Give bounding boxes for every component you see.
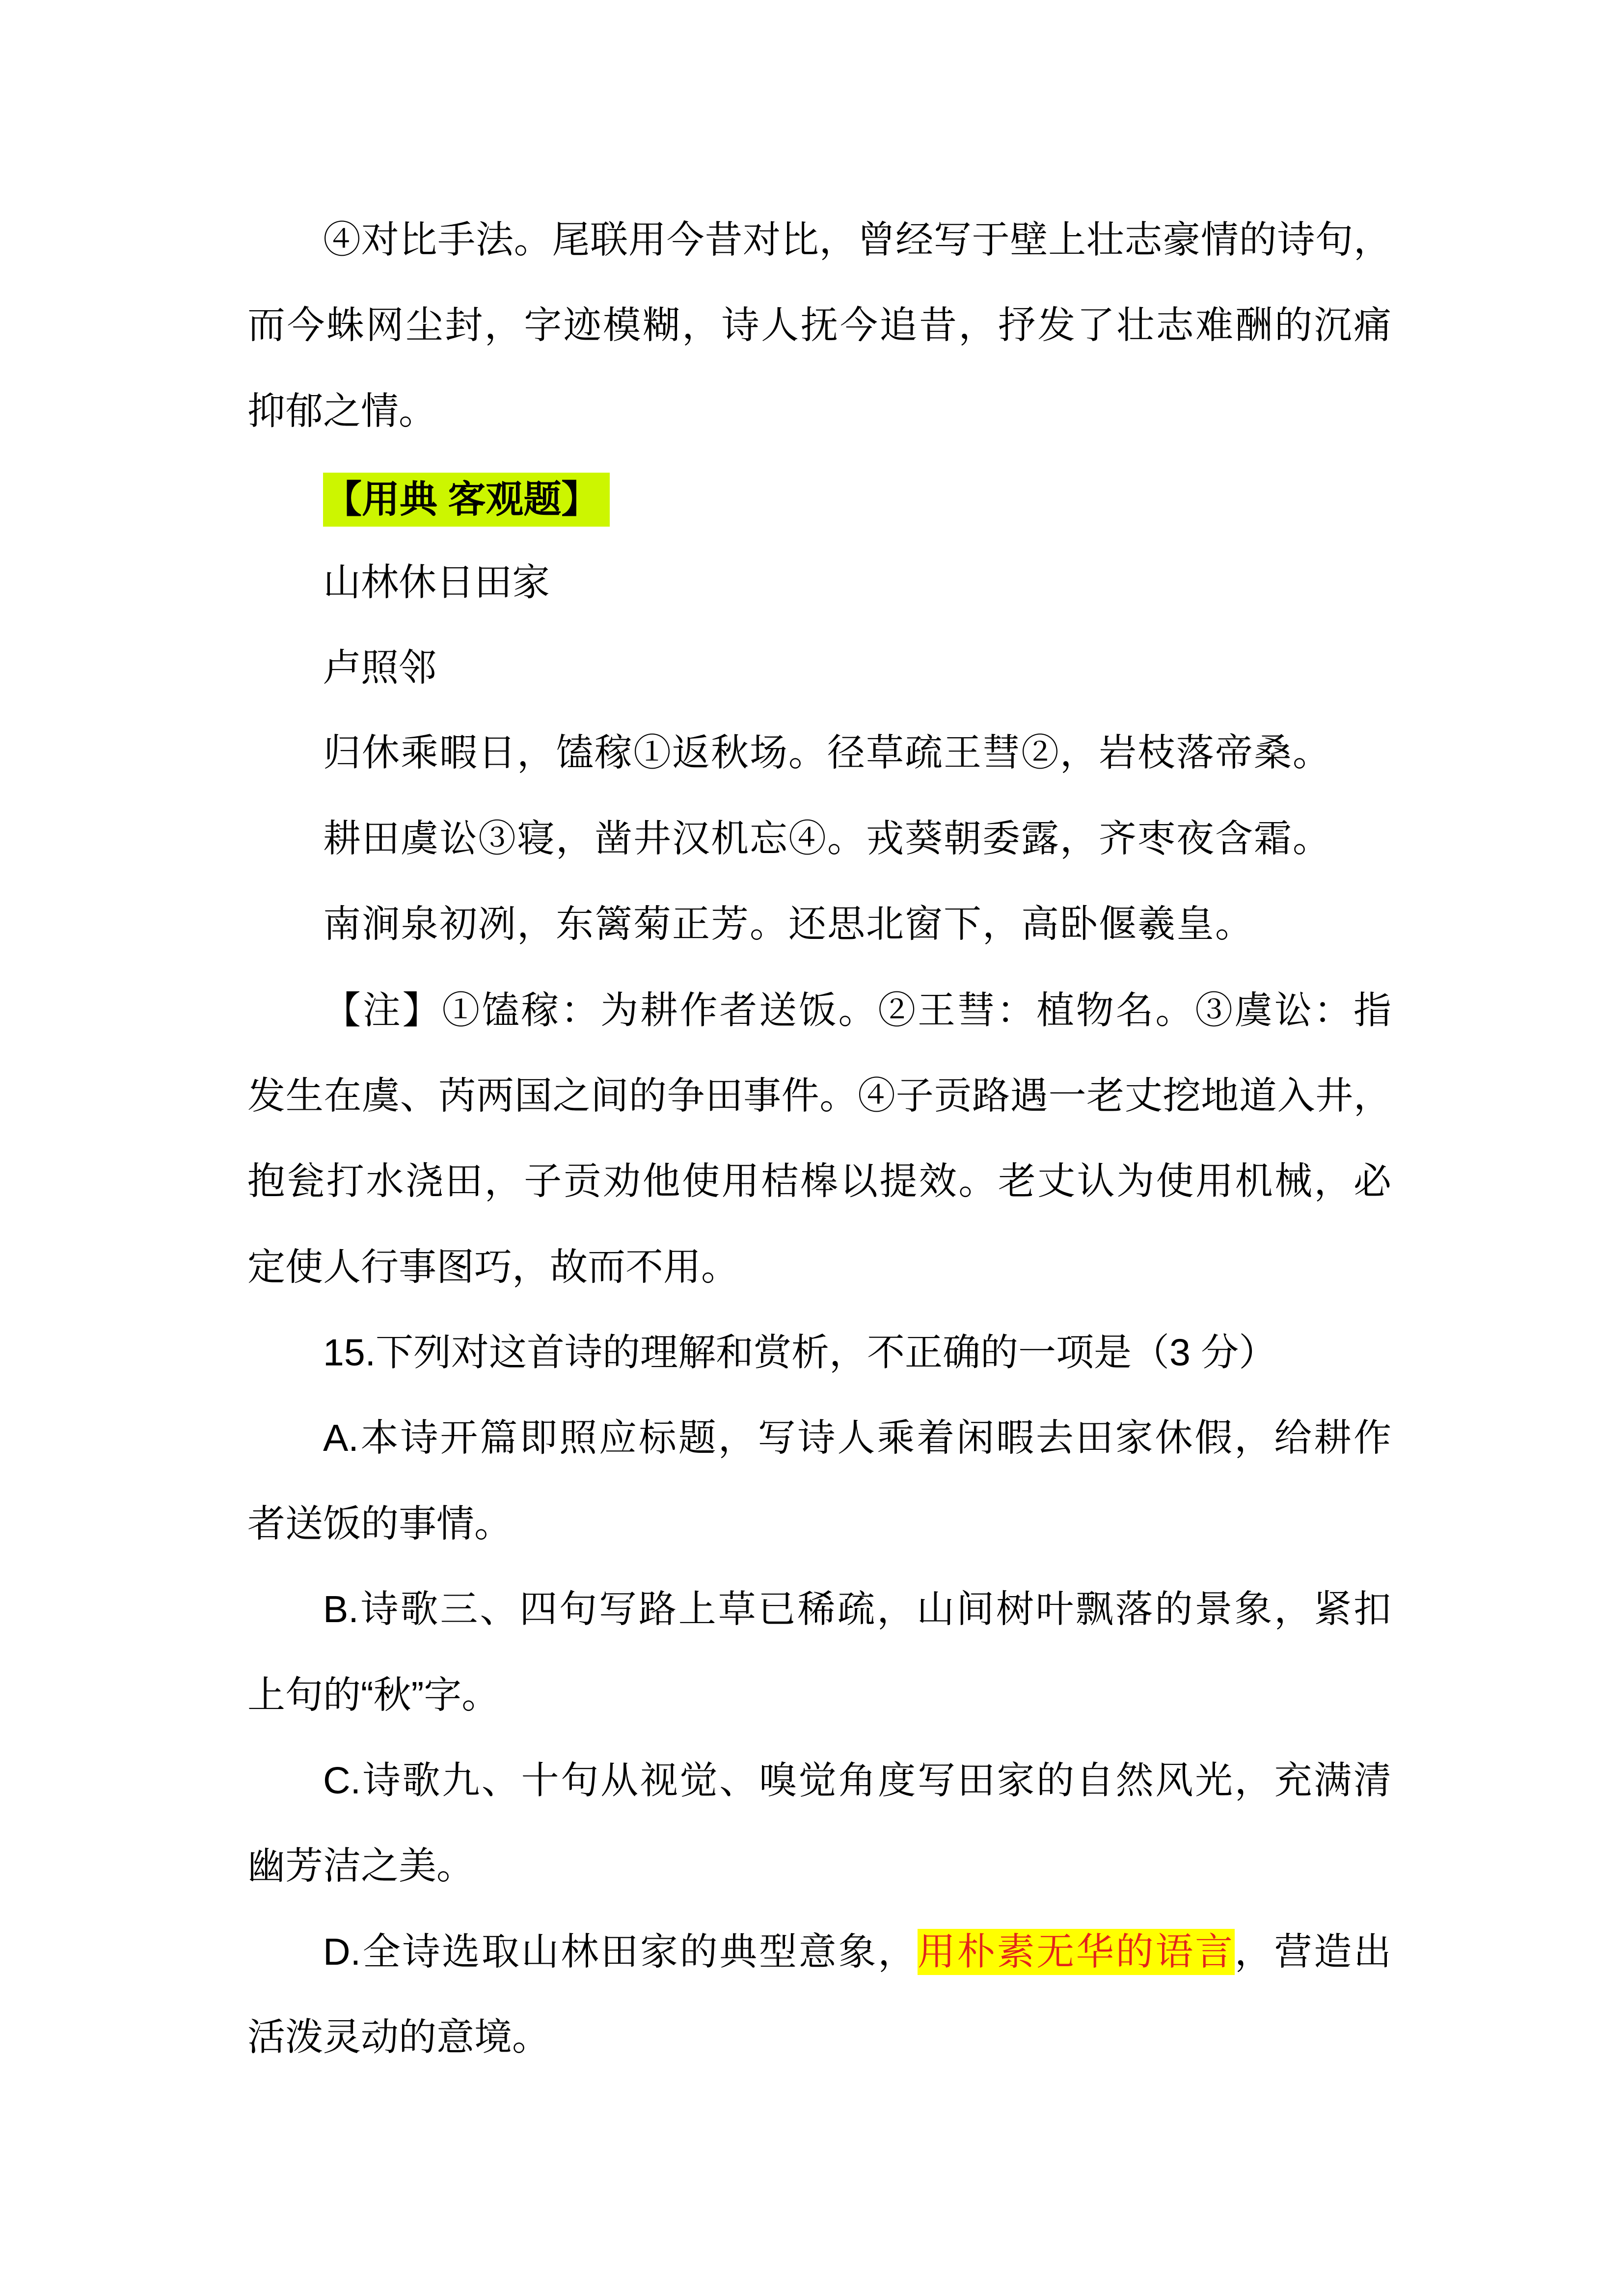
- poem-line: 耕田虞讼③寝，凿井汉机忘④。戎葵朝委露，齐枣夜含霜。: [323, 817, 1331, 861]
- highlighted-phrase: 用朴素无华的语言: [918, 1929, 1235, 1975]
- option-b-line: B.诗歌三、四句写路上草已稀疏，山间树叶飘落的景象，紧扣: [323, 1588, 1391, 1631]
- option-c-line: C.诗歌九、十句从视觉、嗅觉角度写田家的自然风光，充满清: [323, 1760, 1391, 1802]
- poem-line: 归休乘暇日，馌稼①返秋场。径草疏王彗②，岩枝落帝桑。: [323, 731, 1331, 775]
- analysis-line: 抑郁之情。: [247, 390, 436, 432]
- section-heading: 【用典 客观题】: [323, 473, 610, 527]
- notes-line: 【注】①馌稼：为耕作者送饭。②王彗：植物名。③虞讼：指: [323, 989, 1391, 1032]
- analysis-line: ④对比手法。尾联用今昔对比，曾经写于壁上壮志豪情的诗句，: [323, 219, 1391, 261]
- analysis-paragraph: [247, 197, 1391, 454]
- option-c: [247, 1738, 1391, 1909]
- notes-line: 发生在虞、芮两国之间的争田事件。④子贡路遇一老丈挖地道入井，: [247, 1074, 1391, 1117]
- option-b-line: 上句的“秋”字。: [247, 1674, 500, 1716]
- notes-line: 抱瓮打水浇田，子贡劝他使用桔槔以提效。老丈认为使用机械，必: [247, 1160, 1391, 1203]
- notes-paragraph: [247, 968, 1391, 1310]
- question-stem: 15.下列对这首诗的理解和赏析，不正确的一项是（3 分）: [323, 1332, 1277, 1374]
- document-body: [247, 197, 1391, 2081]
- option-a: [247, 1395, 1391, 1567]
- option-d: [247, 1909, 1391, 2081]
- option-b: [247, 1567, 1391, 1738]
- notes-line: 定使人行事图巧，故而不用。: [247, 1246, 739, 1288]
- option-d-text: D.全诗选取山林田家的典型意象，: [323, 1930, 918, 1973]
- analysis-line: 而今蛛网尘封，字迹模糊，诗人抚今追昔，抒发了壮志难酬的沉痛: [247, 304, 1391, 347]
- option-c-line: 幽芳洁之美。: [247, 1845, 474, 1888]
- poem-author: 卢照邻: [323, 646, 436, 689]
- poem: [247, 540, 1391, 968]
- option-d-line: 活泼灵动的意境。: [247, 2016, 550, 2059]
- poem-title: 山林休日田家: [323, 561, 550, 604]
- section-heading-line: [247, 454, 1391, 539]
- poem-line: 南涧泉初冽，东篱菊正芳。还思北窗下，高卧偃羲皇。: [323, 903, 1254, 947]
- question-block: [247, 1310, 1391, 2081]
- option-a-line: A.本诗开篇即照应标题，写诗人乘着闲暇去田家休假，给耕作: [323, 1417, 1391, 1460]
- option-a-line: 者送饭的事情。: [247, 1502, 512, 1545]
- option-d-line: [247, 1909, 1391, 1995]
- option-d-text: ，营造出: [1234, 1930, 1392, 1973]
